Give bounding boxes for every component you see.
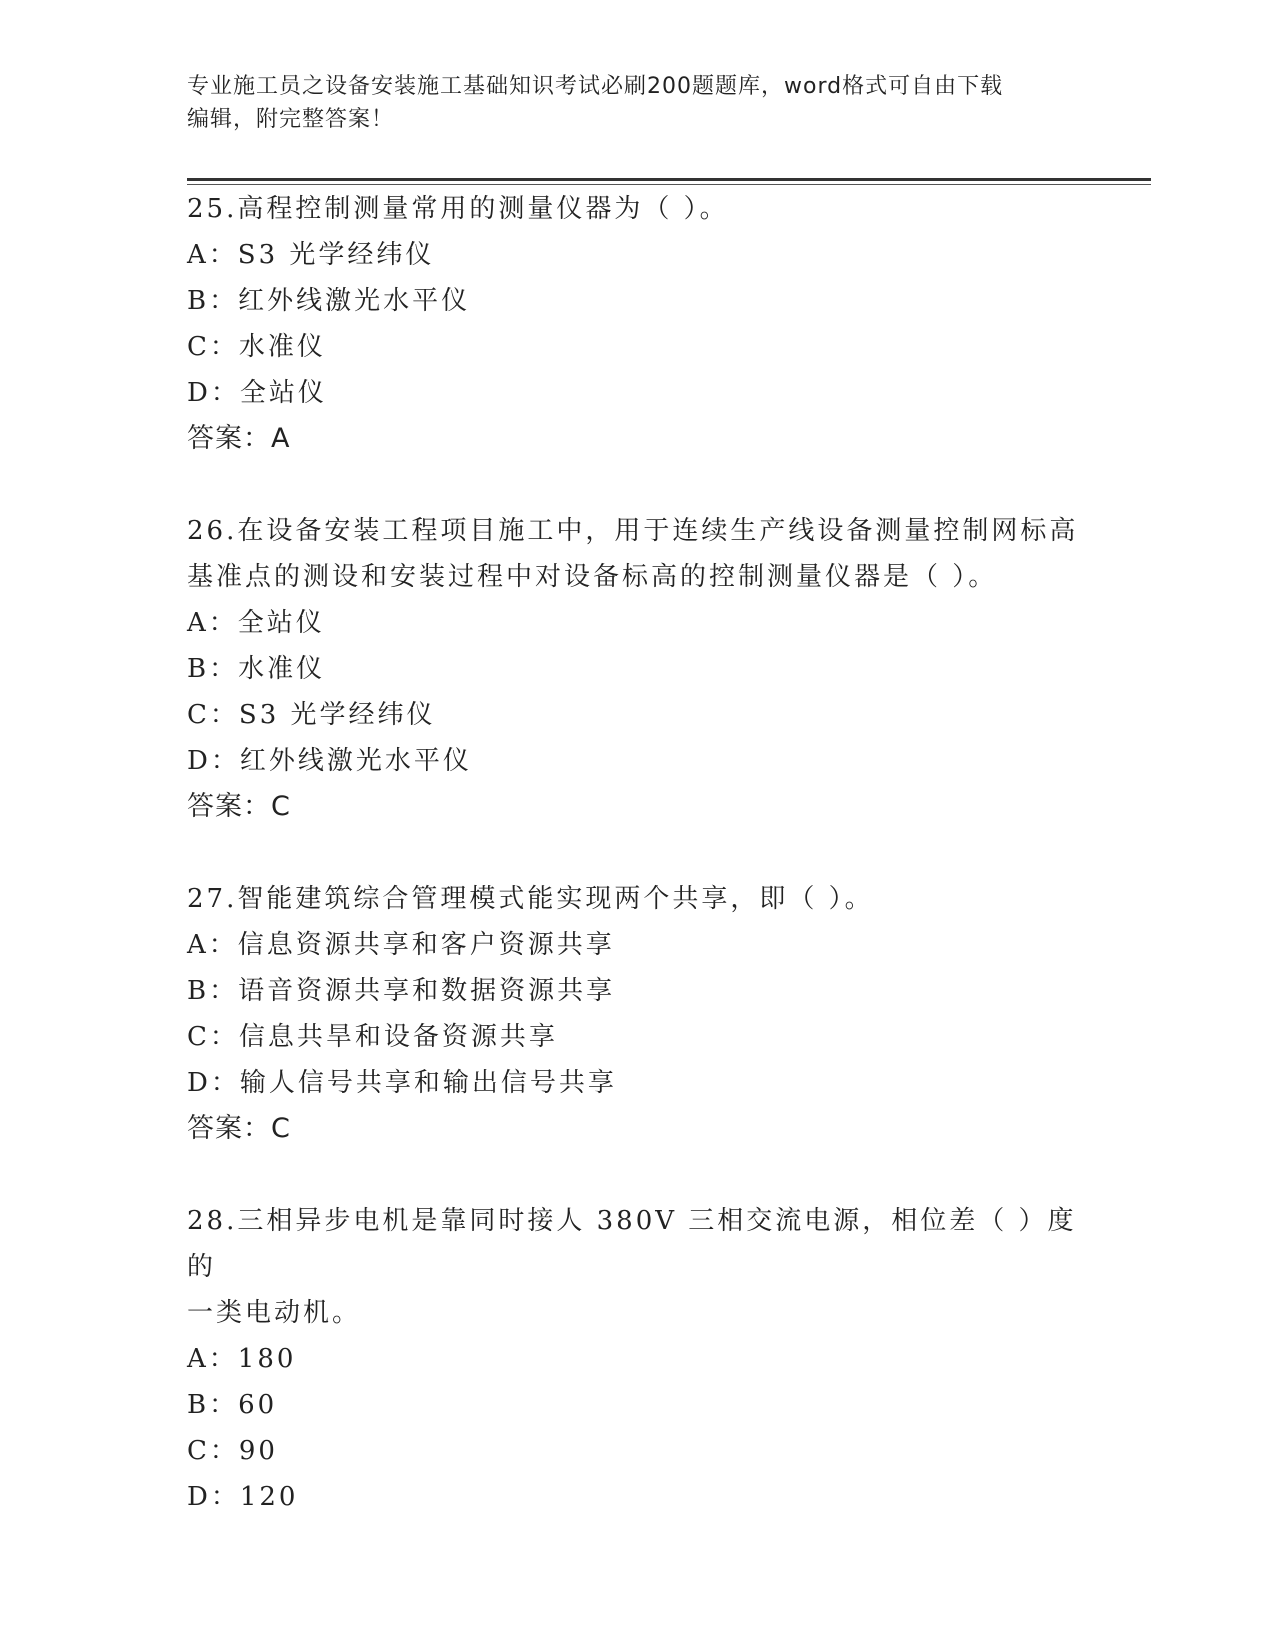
question-stem-line-2: 一类电动机。 — [187, 1298, 362, 1328]
option-d: D：红外线激光水平仪 — [187, 746, 472, 776]
header-divider-thick — [187, 178, 1151, 181]
option-d: D：全站仪 — [187, 378, 327, 408]
header-line-2: 编辑，附完整答案！ — [187, 107, 395, 132]
option-c: C：水准仪 — [187, 332, 326, 362]
option-d: D：120 — [187, 1482, 299, 1512]
question-stem: 27.智能建筑综合管理模式能实现两个共享，即（ ）。 — [187, 884, 874, 914]
question-25 — [187, 186, 1087, 462]
question-28 — [187, 1198, 1087, 1520]
question-stem: 25.高程控制测量常用的测量仪器为（ ）。 — [187, 194, 729, 224]
answer: 答案：C — [187, 1113, 291, 1144]
question-26 — [187, 508, 1087, 830]
question-27 — [187, 876, 1087, 1152]
option-b: B：语音资源共享和数据资源共享 — [187, 976, 616, 1006]
question-stem-line-1: 26.在设备安装工程项目施工中，用于连续生产线设备测量控制网标高 — [187, 516, 1079, 546]
option-a: A：信息资源共享和客户资源共享 — [187, 930, 615, 960]
header-divider-thin — [187, 184, 1151, 185]
question-stem-line-2: 基准点的测设和安装过程中对设备标高的控制测量仪器是（ ）。 — [187, 562, 998, 592]
option-b: B：60 — [187, 1390, 278, 1420]
header-line-1: 专业施工员之设备安装施工基础知识考试必刷200题题库，word格式可自由下载 — [187, 74, 1004, 99]
option-c: C：信息共旱和设备资源共享 — [187, 1022, 558, 1052]
option-d: D：输人信号共享和输出信号共享 — [187, 1068, 617, 1098]
option-b: B：水准仪 — [187, 654, 326, 684]
answer: 答案：C — [187, 791, 291, 822]
answer: 答案：A — [187, 423, 291, 454]
option-c: C：S3 光学经纬仪 — [187, 700, 436, 730]
question-stem-line-1: 28.三相异步电机是靠同时接人 380V 三相交流电源，相位差（ ）度的 — [187, 1206, 1077, 1282]
option-c: C：90 — [187, 1436, 278, 1466]
option-a: A：全站仪 — [187, 608, 325, 638]
document-header — [187, 70, 1087, 136]
option-a: A：180 — [187, 1344, 297, 1374]
option-b: B：红外线激光水平仪 — [187, 286, 471, 316]
option-a: A：S3 光学经纬仪 — [187, 240, 435, 270]
question-list — [187, 186, 1087, 1566]
